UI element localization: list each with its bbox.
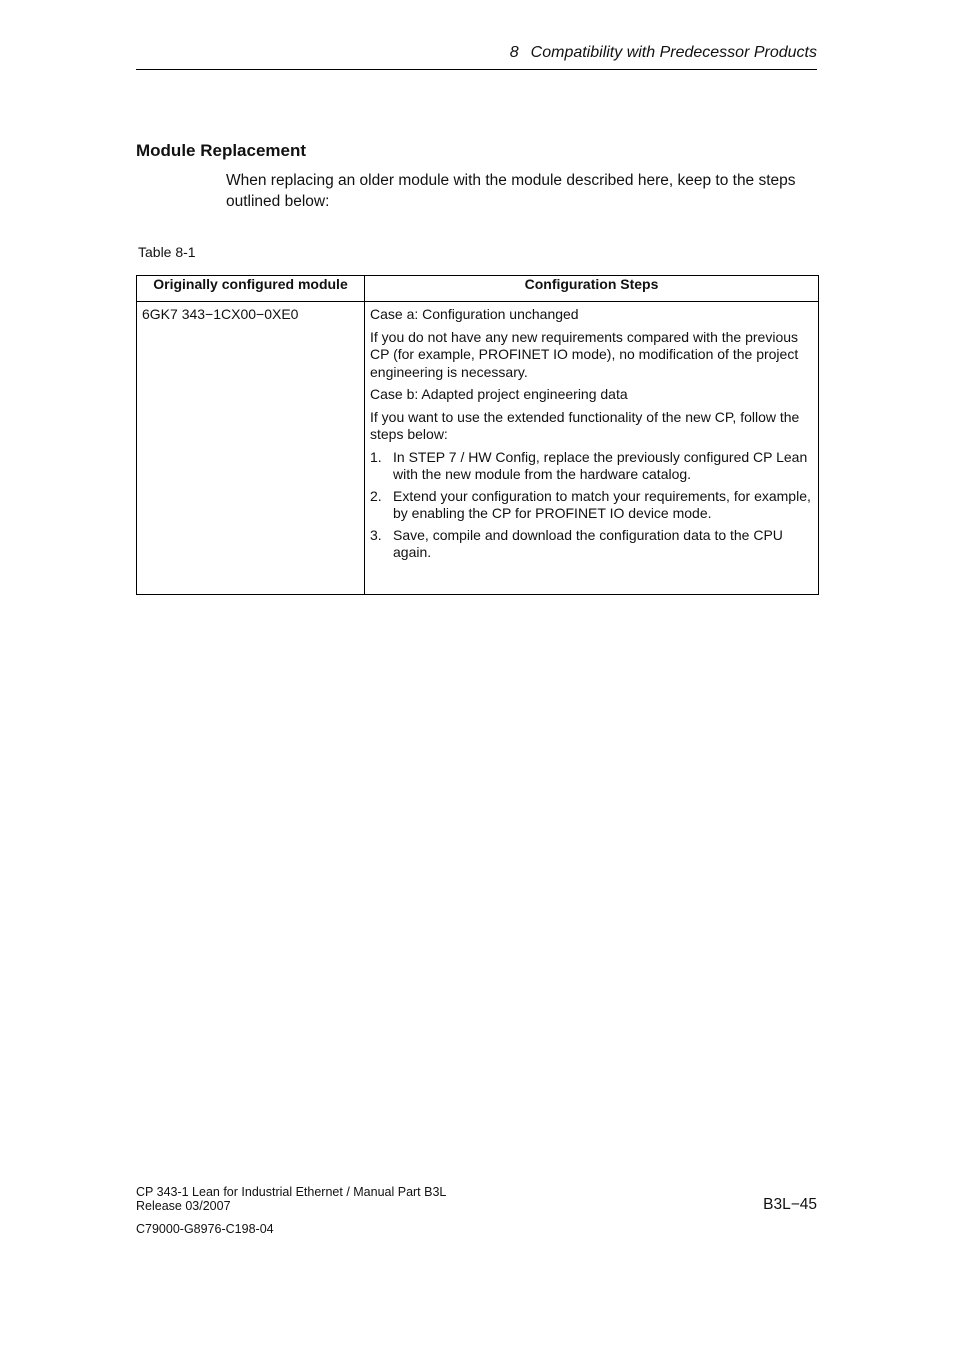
step-number: 2.	[370, 487, 382, 504]
case-a-text: If you do not have any new requirements compared with the previous CP (for example, PROFINET IO mode), no modification of the project engineering is necessary.	[370, 328, 799, 380]
step-text: Extend your configuration to match your requirements, for example, by enabling the CP for PROFINET IO device mode.	[393, 487, 811, 521]
step-text: Save, compile and download the configuration data to the CPU again.	[393, 526, 783, 560]
section-title: Module Replacement	[136, 141, 307, 160]
chapter-title: Compatibility with Predecessor Products	[530, 44, 817, 61]
list-item	[370, 527, 813, 562]
column-header-steps: Configuration Steps	[365, 276, 819, 302]
list-item	[370, 488, 813, 523]
table-header-row	[137, 276, 819, 302]
steps-cell	[365, 302, 819, 595]
steps-list	[370, 449, 813, 562]
table-row	[137, 302, 819, 595]
module-cell: 6GK7 343−1CX00−0XE0	[137, 302, 365, 595]
footer-info	[136, 1186, 446, 1237]
step-number: 1.	[370, 448, 382, 465]
footer-release: Release 03/2007	[136, 1198, 231, 1213]
case-a-title: Case a: Configuration unchanged	[370, 306, 579, 322]
case-b-title: Case b: Adapted project engineering data	[370, 386, 628, 402]
step-text: In STEP 7 / HW Config, replace the previously configured CP Lean with the new module from the hardware catalog.	[393, 448, 808, 482]
column-header-module: Originally configured module	[137, 276, 365, 302]
table-caption: Table 8-1	[138, 244, 196, 260]
chapter-number: 8	[509, 44, 519, 61]
page-number: B3L−45	[763, 1196, 817, 1213]
intro-paragraph: When replacing an older module with the module described here, keep to the steps outlined below:	[226, 172, 796, 210]
footer-manual-title: CP 343-1 Lean for Industrial Ethernet / Manual Part B3L	[136, 1185, 447, 1199]
running-header	[136, 44, 817, 70]
step-number: 3.	[370, 526, 382, 543]
case-b-text: If you want to use the extended functionality of the new CP, follow the steps below:	[370, 408, 800, 442]
footer-document-number: C79000-G8976-C198-04	[136, 1222, 274, 1236]
list-item	[370, 449, 813, 484]
configuration-table	[136, 275, 819, 595]
